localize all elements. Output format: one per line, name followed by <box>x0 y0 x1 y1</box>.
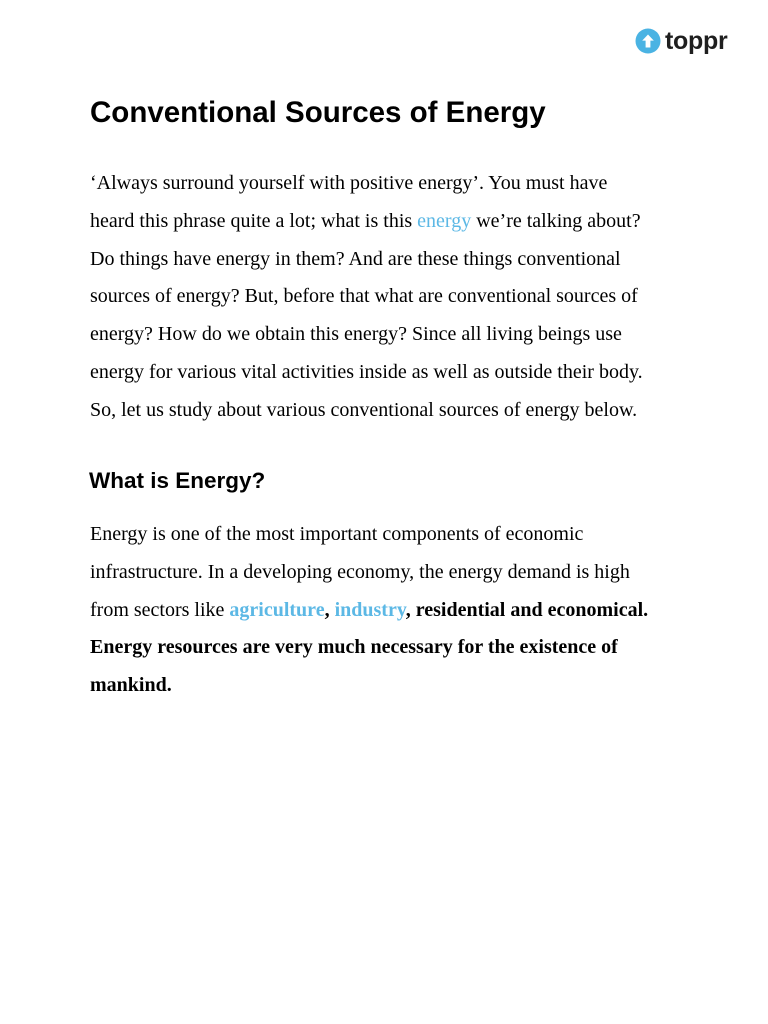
section-line-5: mankind. <box>90 674 172 697</box>
intro-line-2-text-before: heard this phrase quite a lot; what is this <box>90 209 418 232</box>
section-heading: What is Energy? <box>89 468 266 493</box>
agriculture-link[interactable]: agriculture <box>229 598 325 621</box>
intro-line-5: energy? How do we obtain this energy? Since all living beings use <box>90 323 622 346</box>
intro-line-1: ‘Always surround yourself with positive energy’. You must have <box>90 172 608 194</box>
section-line-2: infrastructure. In a developing economy, the energy demand is high <box>90 560 630 583</box>
section-line-3-text-after: , residential and economical. <box>405 598 649 621</box>
section-line-4: Energy resources are very much necessary for the existence of <box>90 636 618 659</box>
intro-line-2-text-after: we’re talking about? <box>471 209 641 232</box>
section-line-3-text-before: from sectors like <box>90 598 230 621</box>
intro-line-7: So, let us study about various conventional sources of energy below. <box>90 398 638 421</box>
section-paragraph <box>90 516 690 705</box>
logo-text: toppr <box>665 27 728 55</box>
up-arrow-circle-icon <box>635 28 661 54</box>
energy-link[interactable]: energy <box>417 209 472 232</box>
intro-line-3: Do things have energy in them? And are these things conventional <box>90 247 621 270</box>
intro-paragraph <box>90 165 690 430</box>
intro-line-6: energy for various vital activities inside as well as outside their body. <box>90 360 643 383</box>
industry-link[interactable]: industry <box>334 598 406 621</box>
intro-line-2 <box>90 203 690 241</box>
intro-line-4: sources of energy? But, before that what are conventional sources of <box>90 285 638 308</box>
section-line-3 <box>90 592 690 630</box>
toppr-logo[interactable] <box>635 26 727 56</box>
section-line-1: Energy is one of the most important components of economic <box>90 523 584 545</box>
page-title: Conventional Sources of Energy <box>90 96 546 129</box>
section-line-3-separator: , <box>324 598 335 621</box>
